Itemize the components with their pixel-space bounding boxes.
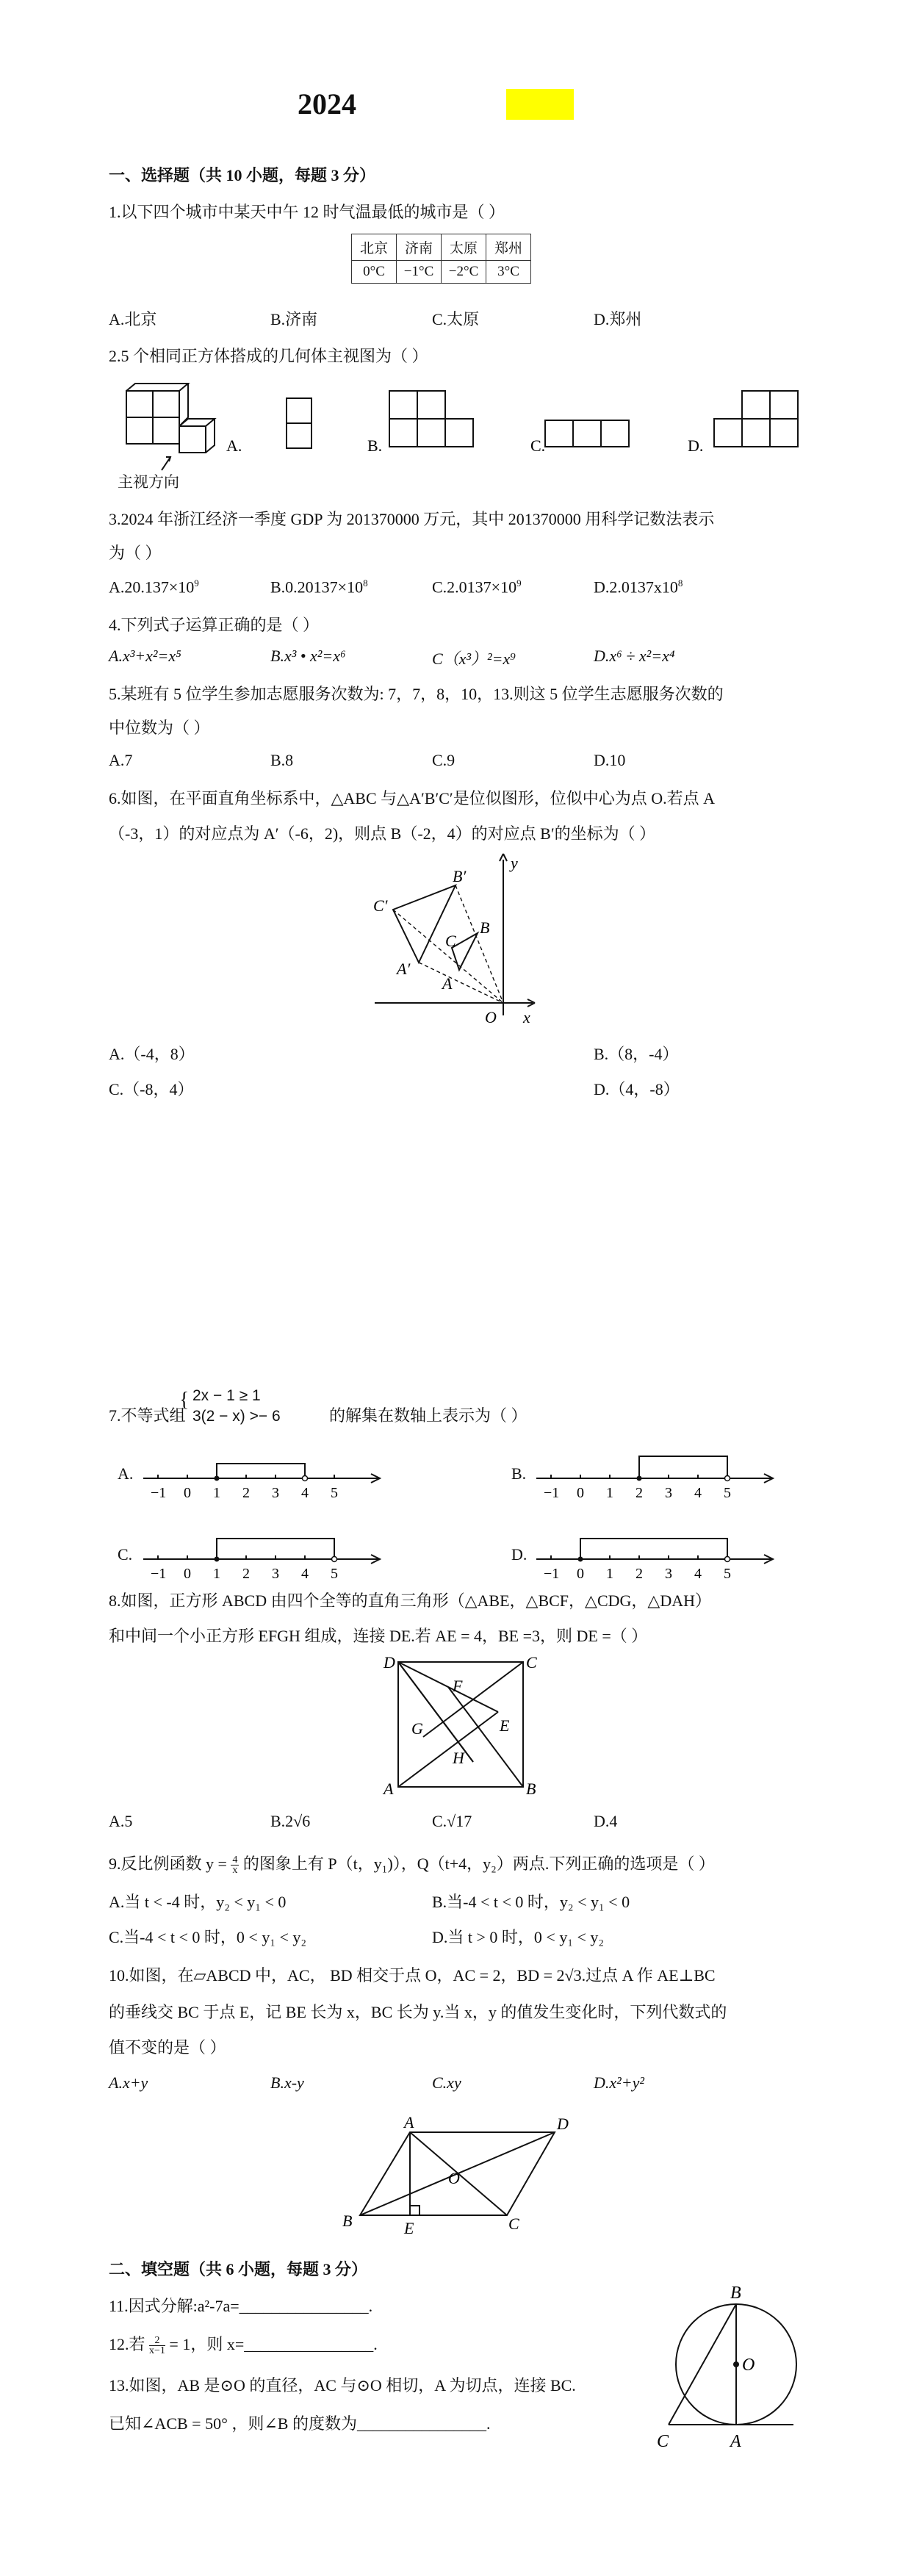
number-line-a [143, 1440, 408, 1499]
numerator: 2 [149, 2336, 165, 2346]
numerator: 4 [232, 1854, 238, 1866]
table-cell: 0°C [352, 261, 397, 284]
solution-bracket [580, 1539, 727, 1559]
tick-label: 0 [184, 1566, 191, 1582]
label: A [404, 2113, 414, 2131]
endpoint-dot [725, 1476, 730, 1481]
label: B [730, 2284, 741, 2303]
option-d: D.x⁶ ÷ x²=x⁴ [594, 647, 675, 665]
solution-bracket [639, 1456, 727, 1478]
label: O [485, 1008, 497, 1026]
tick-label: 0 [577, 1485, 584, 1501]
table-row [352, 261, 531, 284]
option-d: D.当 t > 0 时，0 < y₁ < y₂ [432, 1928, 605, 1946]
brace: { [179, 1389, 190, 1411]
option-b-label: B. [511, 1464, 527, 1483]
option-c-label: C. [118, 1545, 133, 1564]
question-1-stem: 1.以下四个城市中某天中午 12 时气温最低的城市是（ ） [109, 203, 505, 221]
number-line-b [536, 1440, 801, 1499]
question-13-line2: 已知∠ACB = 50° ，则∠B 的度数为________________. [109, 2414, 491, 2433]
number-line-c [143, 1521, 408, 1580]
tick-label: 4 [694, 1485, 702, 1501]
label: H [453, 1749, 464, 1767]
table-cell: 太原 [442, 234, 486, 261]
table-cell: −2°C [442, 261, 486, 284]
q9-prefix: 9.反比例函数 y = [109, 1854, 227, 1873]
option-c: C.xy [432, 2073, 461, 2092]
center-point [733, 2361, 739, 2367]
q9-suffix: 的图象上有 P（t，y₁)），Q（t+4，y₂）两点.下列正确的选项是（ ） [242, 1854, 715, 1873]
option-d: D.4 [594, 1812, 618, 1830]
label: y [511, 854, 518, 872]
option-a-figure [287, 398, 312, 448]
tick-label: 1 [606, 1485, 613, 1501]
table-cell: 北京 [352, 234, 397, 261]
question-6-line2: （-3，1）的对应点为 A′（-6，2)，则点 B（-2，4）的对应点 B′的坐标为（ ） [109, 824, 656, 843]
question-5-line1: 5.某班有 5 位学生参加志愿服务次数为: 7，7，8，10，13.则这 5 位学生志愿服务次数的 [109, 685, 724, 703]
tick-label: 2 [635, 1566, 643, 1582]
section-heading: 一、选择题（共 10 小题，每题 3 分） [109, 166, 376, 184]
tick-label: 0 [577, 1566, 584, 1582]
option-a-exponent: 9 [194, 578, 199, 589]
endpoint-dot [725, 1557, 730, 1562]
option-b [270, 578, 368, 597]
option-a: A.当 t < -4 时，y₂ < y₁ < 0 [109, 1893, 287, 1911]
option-d-figure [714, 391, 798, 447]
tick-label: 2 [242, 1566, 250, 1582]
label: D [557, 2115, 569, 2133]
option-a-label: A. [118, 1464, 134, 1483]
question-7-suffix: 的解集在数轴上表示为（ ） [329, 1406, 527, 1425]
fraction [149, 2336, 165, 2356]
label: C [657, 2432, 669, 2451]
q2-figures [118, 375, 852, 485]
question-10-line2: 的垂线交 BC 于点 E，记 BE 长为 x，BC 长为 y.当 x，y 的值发生变化时，下列代数式的 [109, 2003, 727, 2021]
table-cell: 3°C [486, 261, 531, 284]
option-d-base: D.2.0137x10 [594, 578, 678, 597]
question-6-line1: 6.如图，在平面直角坐标系中，△ABC 与△A′B′C′是位似图形，位似中心为点 O.若点 A [109, 789, 716, 807]
label: G [411, 1719, 423, 1738]
tick-label: 5 [724, 1566, 731, 1582]
option-c-label: C. [530, 436, 546, 455]
question-3-line2: 为（ ） [109, 544, 162, 562]
cube-solid-figure [126, 384, 215, 470]
tick-label: −1 [544, 1485, 560, 1501]
label: E [500, 1716, 510, 1735]
tick-label: 3 [272, 1485, 279, 1501]
question-2-stem: 2.5 个相同正方体搭成的几何体主视图为（ ） [109, 347, 428, 365]
endpoint-dot [637, 1476, 642, 1481]
question-5-line2: 中位数为（ ） [109, 719, 210, 737]
view-direction-caption: 主视方向 [118, 473, 179, 491]
tick-label: 0 [184, 1485, 191, 1501]
table-row [352, 234, 531, 261]
endpoint-dot [215, 1476, 220, 1481]
option-c-base: C.2.0137×10 [432, 578, 517, 597]
triangle-a-prime [393, 885, 455, 963]
section-heading: 二、填空题（共 6 小题，每题 3 分） [109, 2260, 368, 2278]
option-a: A.北京 [109, 310, 157, 328]
option-d [594, 578, 683, 597]
tick-label: 4 [694, 1566, 702, 1582]
option-b-exponent: 8 [363, 578, 368, 589]
option-b: B.x-y [270, 2073, 304, 2092]
question-9-stem [109, 1852, 715, 1875]
q6-coordinate-figure [360, 852, 580, 1029]
label: C′ [373, 896, 388, 915]
tick-label: 4 [301, 1485, 309, 1501]
tick-label: 2 [635, 1485, 643, 1501]
label: A [442, 974, 453, 993]
label: D [384, 1653, 395, 1672]
solution-bracket [217, 1464, 305, 1478]
option-c: C.9 [432, 751, 455, 769]
line-bc [669, 2304, 736, 2425]
tick-label: 1 [606, 1566, 613, 1582]
option-c: C.√17 [432, 1812, 472, 1830]
option-a: A.7 [109, 751, 133, 769]
option-b: B.8 [270, 751, 294, 769]
option-c: C.太原 [432, 310, 480, 328]
label: B [526, 1780, 536, 1798]
option-a: A.5 [109, 1812, 133, 1830]
endpoint-dot [332, 1557, 337, 1562]
tick-label: 1 [213, 1485, 220, 1501]
option-c-figure [545, 420, 629, 447]
option-d: D.10 [594, 751, 626, 769]
label: O [448, 2169, 460, 2187]
number-line-d [536, 1521, 801, 1580]
option-d-exponent: 8 [677, 578, 683, 589]
endpoint-dot [215, 1557, 220, 1562]
q8-square-figure [382, 1653, 544, 1800]
label: x [523, 1008, 530, 1026]
option-b: B.济南 [270, 310, 318, 328]
option-b: B.2√6 [270, 1812, 311, 1830]
question-10-line1: 10.如图，在▱ABCD 中，AC， BD 相交于点 O，AC = 2，BD = 2√3.过点 A 作 AE⊥BC [109, 1966, 716, 1985]
q13-circle-figure [647, 2270, 793, 2454]
option-a: A.（-4，8） [109, 1045, 195, 1063]
inequality-2: 3(2 − x) >− 6 [192, 1408, 281, 1425]
question-8-line2: 和中间一个小正方形 EFGH 组成，连接 DE.若 AE = 4，BE =3，则 DE =（ ） [109, 1627, 648, 1645]
label: C [526, 1653, 537, 1672]
highlight-mark [506, 89, 574, 120]
denominator: x [232, 1865, 238, 1877]
endpoint-dot [578, 1557, 583, 1562]
option-a [109, 578, 199, 597]
label: A′ [397, 960, 411, 978]
fraction [231, 1855, 239, 1875]
question-10-line3: 值不变的是（ ） [109, 2038, 226, 2057]
label: A [384, 1780, 394, 1798]
tick-label: −1 [151, 1566, 167, 1582]
page-title: 2024 [298, 87, 356, 120]
option-b: B.x³ • x²=x⁶ [270, 647, 346, 665]
label: C [445, 932, 456, 950]
table-cell: 郑州 [486, 234, 531, 261]
table-cell: −1°C [397, 261, 442, 284]
tick-label: 1 [213, 1566, 220, 1582]
option-c: C（x³）²=x⁹ [432, 650, 516, 668]
q12-suffix: = 1，则 x=________________. [169, 2335, 378, 2353]
table-cell: 济南 [397, 234, 442, 261]
tick-label: 4 [301, 1566, 309, 1582]
tick-label: 5 [331, 1485, 338, 1501]
tick-label: 3 [272, 1566, 279, 1582]
option-b: B.当-4 < t < 0 时，y₂ < y₁ < 0 [432, 1893, 630, 1911]
tick-label: −1 [151, 1485, 167, 1501]
option-d-label: D. [511, 1545, 527, 1564]
option-a: A.x³+x²=x⁵ [109, 647, 181, 665]
option-d-label: D. [688, 436, 704, 455]
option-c: C.当-4 < t < 0 时，0 < y₁ < y₂ [109, 1928, 307, 1946]
question-11: 11.因式分解:a²-7a=________________. [109, 2297, 373, 2315]
option-c [432, 578, 522, 597]
option-c-exponent: 9 [516, 578, 522, 589]
option-b-base: B.0.20137×10 [270, 578, 364, 597]
tick-label: 2 [242, 1485, 250, 1501]
option-b-label: B. [367, 436, 383, 455]
label: O [742, 2356, 755, 2375]
option-d: D.（4，-8） [594, 1080, 680, 1098]
label: E [404, 2219, 414, 2237]
option-a: A.x+y [109, 2073, 148, 2092]
option-b: B.（8，-4） [594, 1045, 679, 1063]
label: A [730, 2432, 741, 2451]
label: F [453, 1677, 463, 1695]
question-13-line1: 13.如图，AB 是⊙O 的直径，AC 与⊙O 相切，A 为切点，连接 BC. [109, 2376, 576, 2395]
option-a-base: A.20.137×10 [109, 578, 195, 597]
temperature-table [351, 234, 531, 284]
option-c: C.（-8，4） [109, 1080, 194, 1098]
denominator: x−1 [149, 2345, 165, 2357]
question-7-prefix: 7.不等式组 [109, 1406, 186, 1425]
option-d: D.x²+y² [594, 2073, 644, 2092]
q10-parallelogram-figure [338, 2113, 588, 2241]
option-b-figure [389, 391, 473, 447]
label: B [342, 2212, 353, 2230]
tick-label: 3 [665, 1485, 672, 1501]
question-12 [109, 2332, 378, 2356]
endpoint-dot [303, 1476, 308, 1481]
label: C [508, 2215, 519, 2233]
question-3-line1: 3.2024 年浙江经济一季度 GDP 为 201370000 万元，其中 201370000 用科学记数法表示 [109, 510, 715, 528]
question-4-stem: 4.下列式子运算正确的是（ ） [109, 616, 320, 634]
inequality-1: 2x − 1 ≥ 1 [192, 1387, 261, 1404]
tick-label: 3 [665, 1566, 672, 1582]
tick-label: 5 [724, 1485, 731, 1501]
option-d: D.郑州 [594, 310, 642, 328]
tick-label: −1 [544, 1566, 560, 1582]
tick-label: 5 [331, 1566, 338, 1582]
question-8-line1: 8.如图，正方形 ABCD 由四个全等的直角三角形（△ABE，△BCF，△CDG，△DAH） [109, 1591, 711, 1610]
q12-prefix: 12.若 [109, 2335, 145, 2353]
label: B [480, 918, 490, 937]
option-a-label: A. [226, 436, 242, 455]
label: B′ [453, 867, 467, 885]
